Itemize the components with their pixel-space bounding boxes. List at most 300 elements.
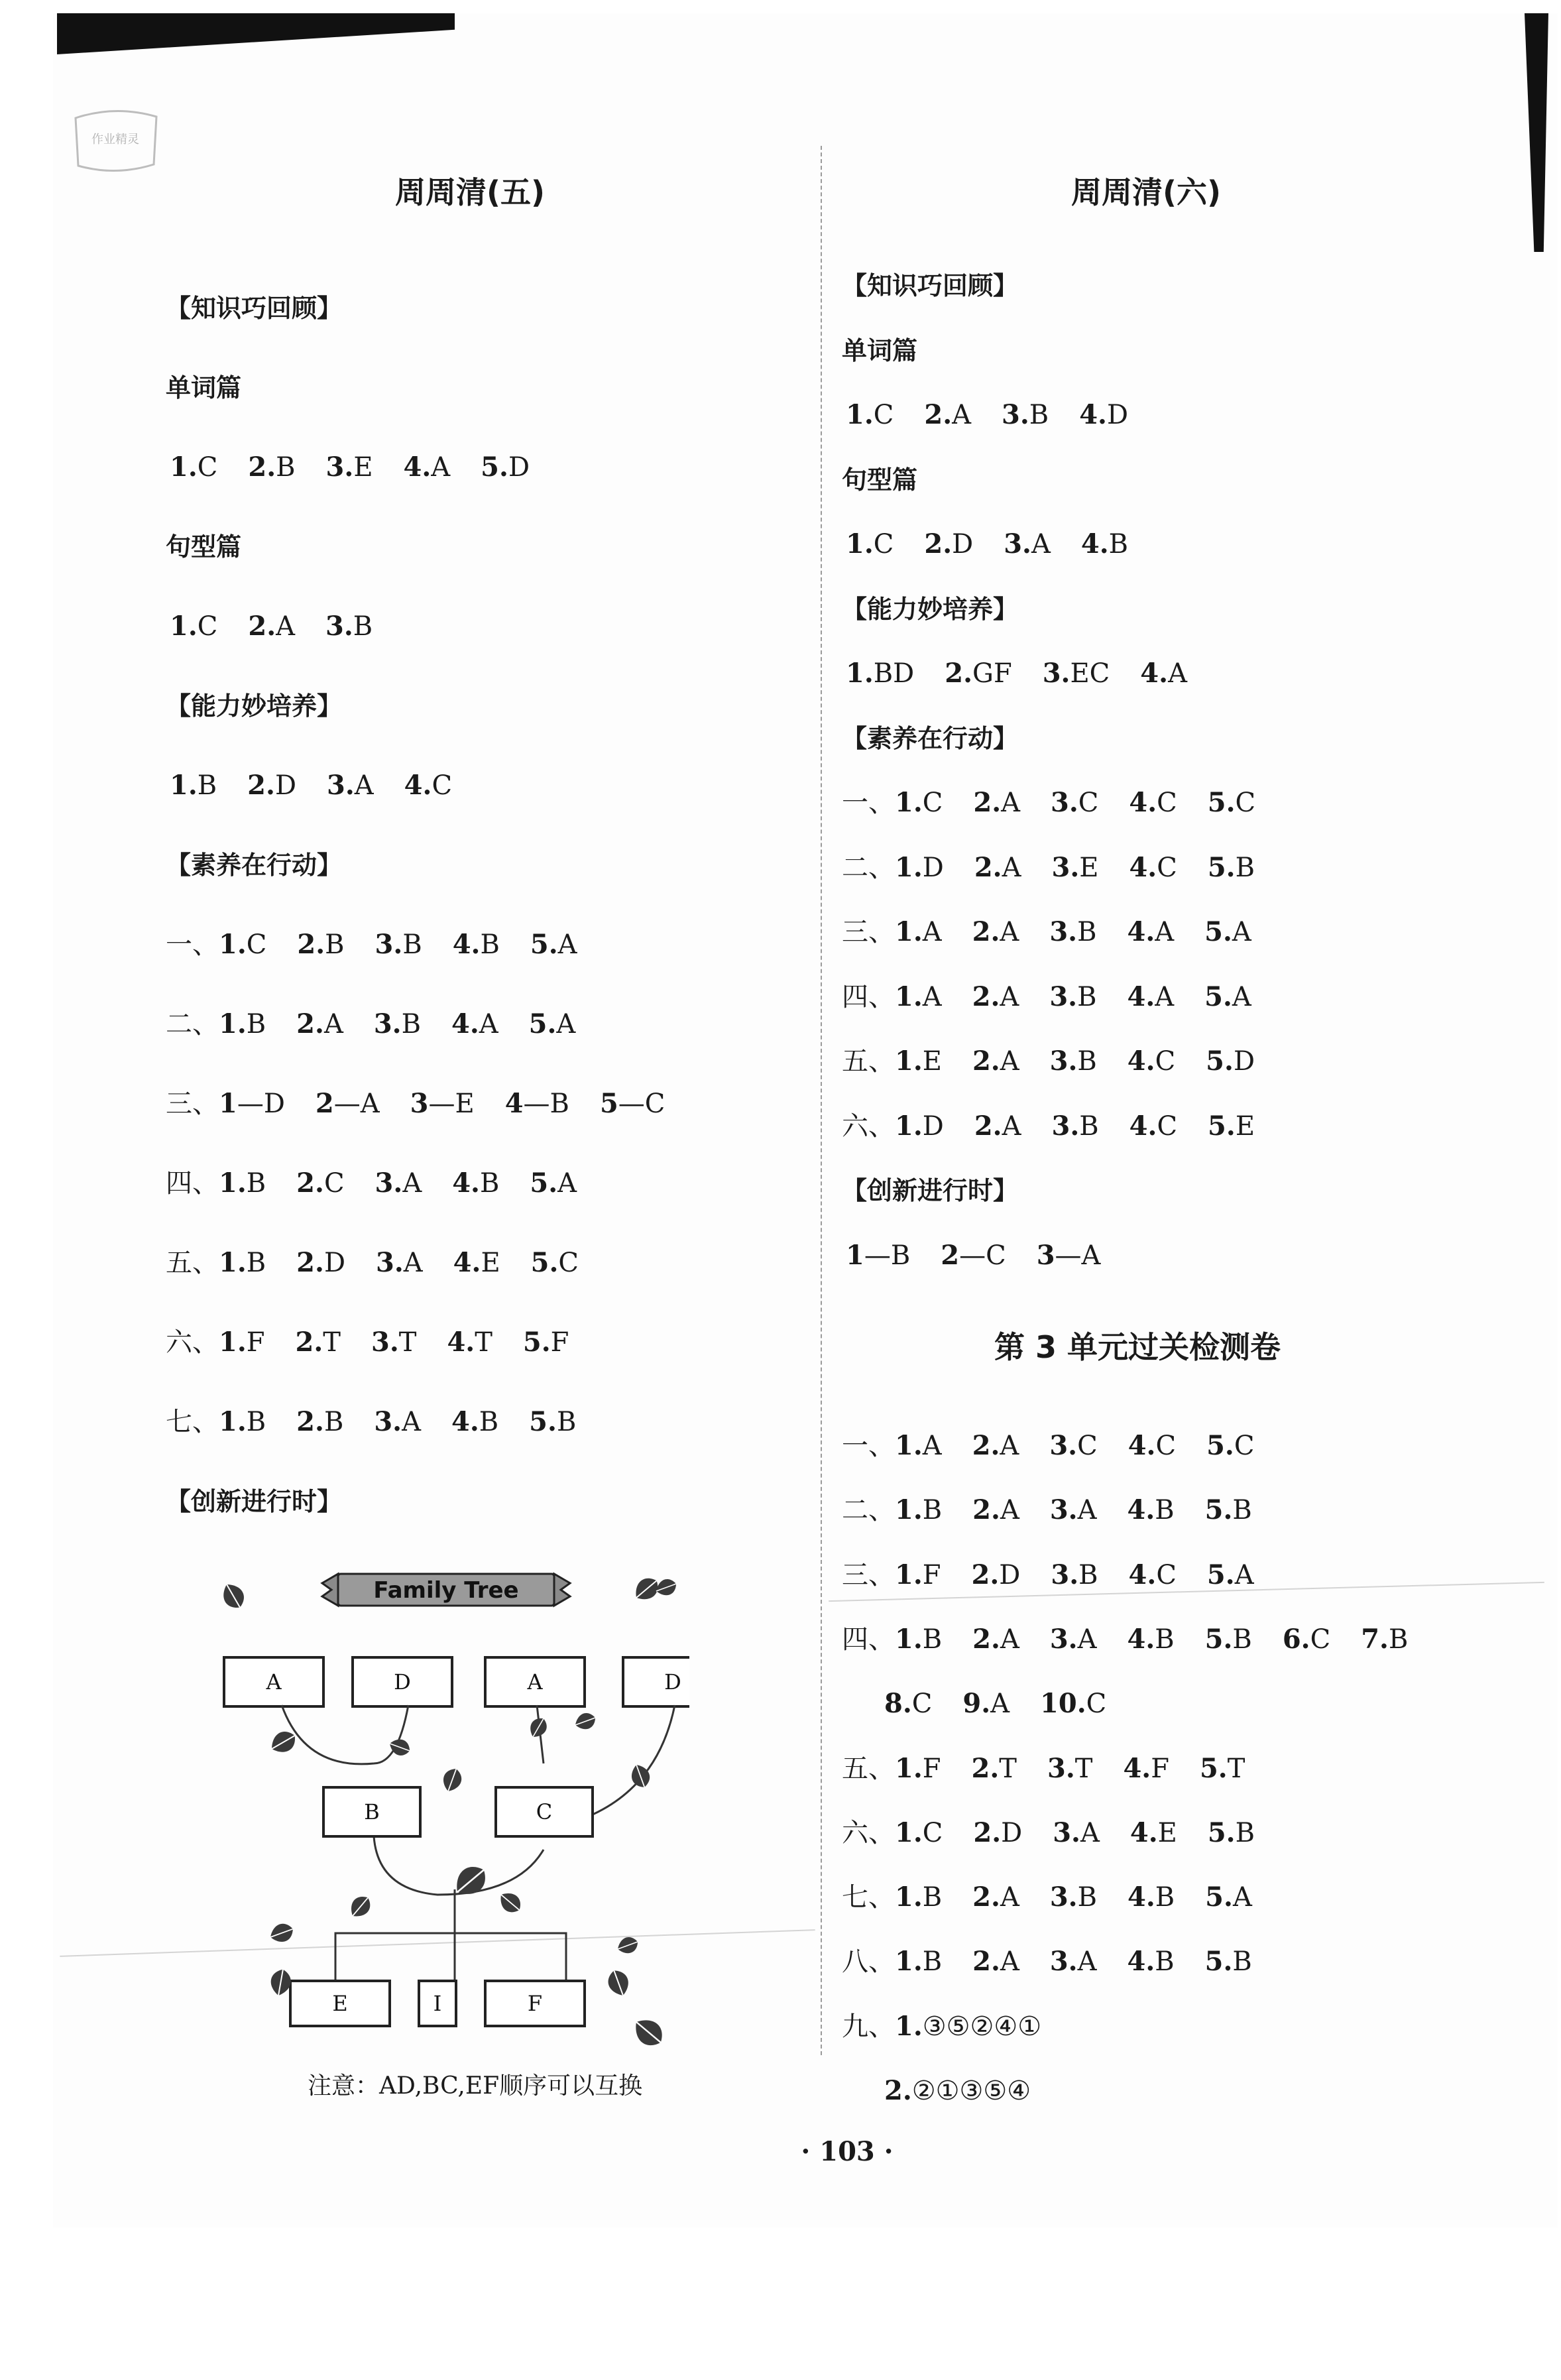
answer-value: C	[1078, 788, 1099, 818]
answer-item	[941, 1239, 1006, 1272]
answer-item	[219, 1326, 265, 1359]
answer-value: EC	[1070, 658, 1110, 689]
family-tree-box	[485, 1657, 585, 1706]
answer-item	[895, 981, 942, 1014]
answer-item	[895, 1429, 942, 1462]
question-number: 1.	[219, 1327, 247, 1358]
leaf-icon	[573, 1710, 598, 1732]
question-number: 3.	[1049, 1623, 1078, 1655]
answer-item	[374, 1405, 421, 1439]
section-heading: 【素养在行动】	[842, 723, 1019, 753]
section-heading: 【素养在行动】	[166, 851, 343, 880]
question-number: 2	[941, 1239, 960, 1271]
answer-value: C	[911, 1689, 933, 1720]
question-group-prefix: 四、	[166, 1168, 219, 1199]
question-number: 4.	[1127, 1946, 1155, 1978]
section-heading: 单词篇	[166, 373, 242, 402]
question-number: 10.	[1040, 1688, 1086, 1720]
answer-value: C	[558, 1248, 579, 1278]
question-number: 1.	[219, 1406, 247, 1437]
question-number: 2.	[296, 1008, 324, 1040]
answer-value: —C	[959, 1240, 1006, 1271]
question-group-prefix: 四、	[842, 1624, 895, 1655]
question-number: 2.	[924, 399, 953, 430]
question-number: 5.	[1206, 1430, 1234, 1461]
answer-value: A	[1000, 917, 1019, 947]
question-number: 1	[846, 1239, 864, 1271]
answer-item	[972, 1429, 1019, 1462]
answer-item	[895, 1045, 942, 1078]
answer-item	[1204, 981, 1251, 1014]
question-number: 3.	[1004, 528, 1031, 560]
question-number: 2.	[924, 528, 953, 560]
answer-item	[1129, 851, 1177, 884]
question-number: 4.	[1127, 1430, 1156, 1461]
question-number: 2.	[295, 1327, 323, 1358]
question-number: 4.	[1140, 658, 1169, 689]
question-number: 3.	[1042, 658, 1070, 689]
answer-value: A	[276, 611, 296, 642]
answer-value: B	[1079, 1110, 1099, 1142]
answer-item	[1205, 1623, 1252, 1656]
question-number: 2.	[972, 1946, 1000, 1978]
answer-item	[895, 1816, 943, 1850]
answer-item	[972, 1881, 1019, 1914]
question-number: 3.	[325, 451, 354, 483]
question-number: 1.	[895, 1430, 923, 1461]
section-heading: 【知识巧回顾】	[166, 294, 343, 323]
answer-item	[1204, 916, 1251, 949]
section-heading: 句型篇	[166, 532, 242, 562]
question-group-prefix: 一、	[166, 929, 219, 960]
answer-item	[170, 610, 217, 643]
answer-item	[1129, 1110, 1177, 1143]
answer-item	[1050, 1494, 1097, 1527]
answer-item	[505, 1087, 569, 1120]
question-number: 3.	[374, 1406, 402, 1437]
answer-value: B	[1077, 1046, 1097, 1077]
answer-value: A	[479, 1009, 498, 1040]
answer-item	[374, 1008, 421, 1041]
question-number: 3.	[1049, 1494, 1078, 1526]
answer-line	[842, 1559, 1254, 1592]
question-number: 1.	[170, 451, 198, 483]
question-number: 1.	[895, 1494, 923, 1526]
question-number: 5.	[1205, 1881, 1233, 1913]
question-group-prefix: 四、	[842, 981, 895, 1012]
family-tree-box	[224, 1657, 323, 1706]
answer-value: B	[1232, 1946, 1252, 1978]
middle-generation-boxes	[323, 1787, 593, 1836]
answer-line	[170, 769, 452, 802]
question-group-prefix: 二、	[842, 1495, 895, 1526]
answer-item	[1208, 851, 1255, 884]
answer-item	[529, 1008, 576, 1041]
question-number: 5.	[1199, 1752, 1228, 1784]
page-title: 周周清(六)	[1071, 174, 1222, 210]
answer-line	[846, 657, 1187, 690]
svg-text:Family Tree: Family Tree	[373, 1577, 519, 1604]
answer-line	[846, 398, 1128, 432]
answer-value: B	[479, 1407, 499, 1437]
question-number: 2.	[974, 851, 1002, 883]
answer-item	[1049, 916, 1096, 949]
section-heading: 【能力妙培养】	[842, 594, 1019, 624]
answer-line	[170, 610, 373, 643]
answer-line	[842, 1945, 1252, 1978]
answer-item	[972, 916, 1019, 949]
question-number: 5	[599, 1088, 618, 1119]
answer-item	[1208, 1110, 1255, 1143]
family-member-label: C	[536, 1799, 553, 1824]
question-number: 3.	[375, 1167, 403, 1199]
answer-item	[1049, 1429, 1097, 1462]
question-number: 3.	[373, 1008, 402, 1040]
answer-value: A	[1232, 981, 1251, 1012]
question-number: 4.	[404, 770, 432, 801]
question-number: 2.	[972, 1881, 1000, 1913]
answer-value: —E	[428, 1089, 475, 1119]
answer-item	[531, 1246, 579, 1279]
answer-value: A	[1000, 1431, 1019, 1461]
answer-item	[895, 1494, 942, 1527]
question-number: 1.	[895, 1045, 923, 1077]
question-number: 2.	[973, 787, 1002, 818]
answer-value: A	[1000, 1495, 1019, 1526]
answer-value: A	[1000, 1046, 1019, 1077]
answer-item	[895, 1110, 944, 1143]
question-number: 2.	[974, 1110, 1002, 1142]
question-number: 3.	[1002, 399, 1029, 430]
answer-item	[1205, 1945, 1252, 1978]
answer-item	[327, 769, 374, 802]
answer-item	[972, 1623, 1019, 1656]
question-group-prefix: 六、	[842, 1817, 895, 1848]
question-group-prefix: 五、	[842, 1753, 895, 1784]
answer-line	[842, 1816, 1255, 1850]
answer-value: C	[432, 770, 453, 801]
family-member-label: E	[332, 1991, 348, 2016]
answer-value: C	[1157, 788, 1177, 818]
leaf-icon	[615, 1934, 640, 1956]
question-number: 4.	[1129, 851, 1157, 883]
answer-item	[1051, 1559, 1098, 1592]
answer-value: B	[1232, 1624, 1252, 1655]
answer-item	[1049, 981, 1096, 1014]
question-number: 4.	[1127, 981, 1155, 1012]
answer-item	[972, 1752, 1017, 1785]
answer-value: A	[922, 917, 942, 947]
answer-value: A	[1077, 1624, 1097, 1655]
answer-item	[973, 786, 1020, 819]
question-number: 2.	[248, 611, 276, 642]
answer-value: A	[1077, 1946, 1097, 1978]
leaf-icon	[628, 1761, 653, 1790]
question-number: 8.	[884, 1688, 912, 1720]
question-number: 5.	[529, 1406, 557, 1437]
answer-item	[297, 928, 344, 961]
answer-value: C	[1086, 1689, 1107, 1720]
question-number: 2.	[971, 1559, 1000, 1590]
section-heading: 【能力妙培养】	[166, 691, 343, 721]
question-number: 5.	[528, 1008, 557, 1040]
leaf-icon	[267, 1921, 296, 1946]
question-number: 1.	[895, 851, 923, 883]
question-number: 1.	[219, 1167, 247, 1199]
question-number: 2.	[884, 2075, 912, 2106]
question-number: 3.	[376, 1247, 404, 1278]
answer-value: D	[999, 1559, 1021, 1590]
answer-line	[842, 1881, 1252, 1914]
question-number: 4.	[1128, 1559, 1157, 1590]
question-group-prefix: 七、	[842, 1882, 895, 1913]
answer-item	[1127, 981, 1174, 1014]
answer-item	[1127, 1881, 1175, 1914]
answer-item	[1050, 1881, 1097, 1914]
answer-item	[296, 1167, 344, 1200]
question-number: 2.	[248, 451, 276, 483]
question-group-prefix: 九、	[842, 2011, 895, 2042]
leaf-icon	[346, 1892, 375, 1922]
question-number: 2.	[945, 658, 972, 689]
answer-value: B	[246, 1407, 266, 1437]
answer-value: D	[1001, 1817, 1023, 1848]
answer-item	[1052, 851, 1099, 884]
answer-value: T	[1227, 1753, 1245, 1784]
question-number: 1.	[846, 528, 874, 560]
answer-item	[1079, 398, 1128, 432]
answer-value: B	[480, 929, 500, 960]
answer-item	[973, 1816, 1022, 1850]
answer-item	[219, 928, 266, 961]
question-number: 1.	[895, 1110, 923, 1142]
answer-value: —A	[333, 1089, 380, 1119]
answer-item	[895, 1945, 942, 1978]
answer-value: C	[1157, 852, 1177, 883]
family-member-label: B	[364, 1799, 380, 1824]
answer-value: C	[1157, 1110, 1178, 1142]
answer-value: —A	[1055, 1240, 1101, 1271]
question-number: 4.	[403, 451, 432, 483]
answer-line	[842, 1110, 1255, 1143]
answer-item	[1047, 1752, 1092, 1785]
answer-item	[248, 610, 295, 643]
answer-value: B	[325, 929, 345, 960]
question-number: 5.	[1206, 1045, 1234, 1077]
leaf-icon	[439, 1766, 465, 1795]
question-group-prefix: 八、	[842, 1946, 895, 1978]
answer-item	[1127, 916, 1174, 949]
question-number: 3.	[1049, 1430, 1078, 1461]
answer-item	[1206, 1429, 1254, 1462]
question-number: 2.	[296, 1247, 324, 1278]
answer-value: A	[922, 981, 942, 1012]
question-number: 1.	[170, 770, 198, 801]
answer-item	[451, 1008, 498, 1041]
answer-line	[842, 851, 1255, 884]
question-number: 1.	[895, 1623, 923, 1655]
answer-value: F	[1151, 1753, 1169, 1784]
question-number: 2.	[247, 770, 275, 801]
family-member-label: I	[433, 1991, 442, 2016]
answer-value: E	[1235, 1110, 1255, 1142]
answer-value: C	[1077, 1431, 1098, 1461]
answer-item	[219, 1087, 285, 1120]
section-heading: 【知识巧回顾】	[842, 271, 1019, 300]
answer-value: B	[1155, 1882, 1175, 1913]
answer-item	[972, 1559, 1021, 1592]
answer-value: C	[922, 788, 943, 818]
answer-value: A	[990, 1689, 1010, 1720]
question-number: 7.	[1361, 1623, 1389, 1655]
answer-value: D	[1106, 400, 1129, 430]
answer-value: C	[873, 400, 894, 430]
answer-item	[1283, 1623, 1330, 1656]
leaf-icon	[495, 1888, 525, 1917]
question-group-prefix: 二、	[166, 1009, 219, 1040]
answer-value: D	[508, 452, 530, 483]
answer-value: E	[922, 1046, 942, 1077]
answer-item	[895, 2010, 1041, 2043]
answer-value: D	[1233, 1046, 1255, 1077]
question-number: 2.	[972, 1045, 1000, 1077]
answer-value: A	[1001, 788, 1021, 818]
answer-value: B	[1155, 1946, 1175, 1978]
answer-value: B	[1235, 1817, 1255, 1848]
question-number: 3.	[1051, 787, 1078, 818]
answer-value: E	[481, 1248, 500, 1278]
answer-value: A	[323, 1009, 343, 1040]
question-number: 5.	[1207, 787, 1236, 818]
answer-item	[219, 1246, 266, 1279]
question-number: 3.	[371, 1327, 399, 1358]
question-number: 4.	[451, 1406, 479, 1437]
answer-value: A	[952, 400, 972, 430]
answer-value: B	[1077, 1882, 1097, 1913]
answer-item	[219, 1167, 266, 1200]
family-member-label: D	[664, 1669, 681, 1695]
answer-line	[842, 1045, 1255, 1078]
answer-item	[219, 1405, 266, 1439]
answer-item	[247, 769, 296, 802]
answer-value: A	[1002, 1110, 1021, 1142]
answer-value: C	[922, 1817, 943, 1848]
answer-item	[924, 398, 971, 432]
question-number: 3.	[1049, 1946, 1078, 1978]
answer-value: B	[1077, 981, 1097, 1012]
question-number: 4.	[1080, 528, 1109, 560]
question-number: 3.	[1051, 1559, 1079, 1590]
question-group-prefix: 五、	[166, 1248, 219, 1278]
question-number: 1.	[846, 658, 874, 689]
answer-item	[371, 1326, 416, 1359]
question-number: 5.	[1204, 1623, 1233, 1655]
question-number: 2.	[297, 929, 325, 960]
answer-line	[842, 1623, 1408, 1656]
family-member-label: A	[527, 1669, 543, 1695]
leaf-icon	[605, 1967, 632, 1999]
answer-line	[166, 1405, 576, 1439]
answer-value: A	[403, 1248, 423, 1278]
family-member-label: D	[394, 1669, 411, 1695]
question-number: 5.	[481, 451, 508, 483]
question-number: 2.	[972, 981, 1000, 1012]
question-number: 2.	[972, 1430, 1000, 1461]
answer-value: B	[401, 1009, 421, 1040]
answer-item	[1037, 1239, 1101, 1272]
answer-item	[1127, 1945, 1174, 1978]
unit-test-title: 第 3 单元过关检测卷	[994, 1329, 1281, 1365]
answer-value: —B	[523, 1089, 569, 1119]
question-number: 2.	[973, 1816, 1002, 1848]
answer-item	[974, 851, 1021, 884]
answer-item	[453, 928, 500, 961]
question-number: 2.	[972, 1494, 1000, 1526]
question-number: 4.	[1129, 1110, 1157, 1142]
question-number: 5.	[530, 1167, 558, 1199]
section-heading: 【创新进行时】	[166, 1487, 343, 1516]
question-number: 3.	[1047, 1752, 1075, 1784]
answer-value: T	[999, 1753, 1017, 1784]
answer-value: —B	[864, 1240, 911, 1271]
answer-value: A	[1031, 529, 1051, 560]
answer-item	[1208, 786, 1255, 819]
answer-item	[316, 1087, 380, 1120]
answer-value: T	[475, 1327, 492, 1358]
answer-value: A	[1232, 1882, 1252, 1913]
answer-value: A	[1000, 1882, 1019, 1913]
answer-value: B	[246, 1168, 266, 1199]
answer-item	[895, 1623, 942, 1656]
question-number: 4.	[1127, 1881, 1155, 1913]
answer-item	[1050, 1945, 1097, 1978]
family-tree-box	[419, 1981, 456, 2026]
question-number: 6.	[1282, 1623, 1310, 1655]
question-number: 5.	[530, 929, 558, 960]
answer-item	[1127, 1045, 1175, 1078]
answer-item	[1052, 1110, 1099, 1143]
family-tree-diagram	[199, 1545, 689, 2075]
answer-item	[170, 769, 217, 802]
answer-line	[846, 528, 1128, 561]
answer-item	[1051, 786, 1098, 819]
answer-item	[895, 851, 944, 884]
answer-value: A	[1232, 917, 1251, 947]
question-number: 4.	[1129, 1816, 1158, 1848]
answer-item	[884, 1687, 932, 1720]
question-group-prefix: 三、	[842, 917, 895, 947]
question-number: 4.	[1127, 1494, 1155, 1526]
question-number: 9.	[962, 1688, 991, 1720]
question-number: 3.	[327, 770, 355, 801]
answer-value: B	[402, 929, 422, 960]
question-number: 1.	[219, 929, 247, 960]
answer-item	[453, 1246, 500, 1279]
answer-item	[962, 1687, 1010, 1720]
family-tree-banner	[322, 1574, 570, 1606]
answer-item	[447, 1326, 492, 1359]
question-group-prefix: 二、	[842, 852, 895, 883]
answer-value: A	[1234, 1559, 1254, 1590]
question-number: 4.	[1127, 1045, 1155, 1077]
answer-line	[842, 1429, 1254, 1462]
question-group-prefix: 七、	[166, 1407, 219, 1437]
answer-value: T	[398, 1327, 417, 1358]
answer-item	[296, 1008, 343, 1041]
question-number: 4.	[1127, 1623, 1155, 1655]
answer-value: —D	[237, 1089, 285, 1119]
question-number: 3.	[1051, 1110, 1080, 1142]
